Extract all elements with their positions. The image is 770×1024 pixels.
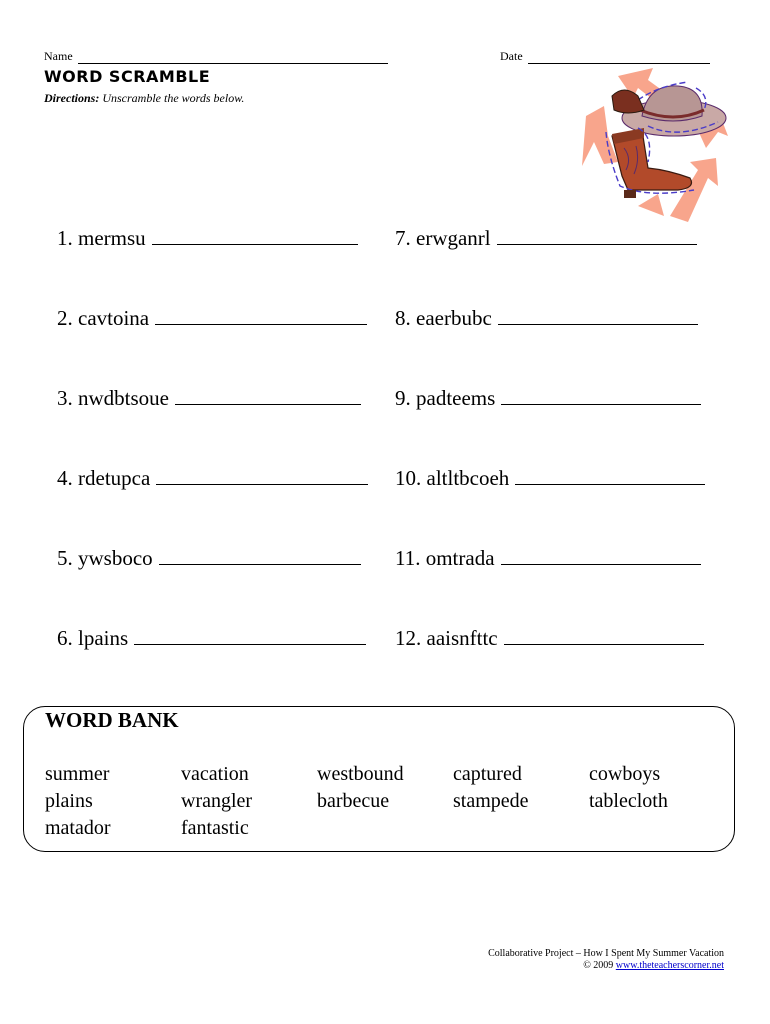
date-field bbox=[500, 49, 710, 64]
word-bank-word: plains bbox=[45, 790, 93, 812]
word-bank-title: WORD BANK bbox=[45, 708, 179, 732]
scramble-item-12 bbox=[395, 624, 704, 650]
scramble-item-7 bbox=[395, 224, 697, 250]
scramble-item-2 bbox=[57, 304, 367, 330]
scramble-word: 3. nwdbtsoue bbox=[57, 386, 169, 410]
answer-blank[interactable] bbox=[515, 464, 705, 485]
answer-blank[interactable] bbox=[156, 464, 368, 485]
date-line[interactable] bbox=[528, 51, 710, 64]
footer-copyright-line bbox=[420, 960, 724, 972]
word-bank-word: summer bbox=[45, 763, 110, 785]
word-bank-word: westbound bbox=[317, 763, 404, 785]
scramble-word: 8. eaerbubc bbox=[395, 306, 492, 330]
answer-blank[interactable] bbox=[501, 384, 701, 405]
footer bbox=[420, 948, 724, 972]
name-line[interactable] bbox=[78, 51, 388, 64]
answer-blank[interactable] bbox=[501, 544, 701, 565]
answer-blank[interactable] bbox=[497, 224, 697, 245]
answer-blank[interactable] bbox=[155, 304, 367, 325]
scramble-word: 11. omtrada bbox=[395, 546, 495, 570]
scramble-word: 4. rdetupca bbox=[57, 466, 151, 490]
word-bank-word: fantastic bbox=[181, 817, 249, 839]
scramble-item-6 bbox=[57, 624, 366, 650]
scramble-item-11 bbox=[395, 544, 701, 570]
word-bank-word: barbecue bbox=[317, 790, 390, 812]
word-bank-word: vacation bbox=[181, 763, 249, 785]
word-bank-word: tablecloth bbox=[589, 790, 668, 812]
name-field bbox=[44, 49, 388, 64]
answer-blank[interactable] bbox=[134, 624, 366, 645]
footer-copyright: © 2009 bbox=[583, 960, 614, 971]
scramble-word: 2. cavtoina bbox=[57, 306, 150, 330]
directions bbox=[44, 91, 244, 106]
answer-blank[interactable] bbox=[498, 304, 698, 325]
scramble-word: 12. aaisnfttc bbox=[395, 626, 498, 650]
footer-project: Collaborative Project – How I Spent My Summer Vacation bbox=[488, 948, 724, 959]
answer-blank[interactable] bbox=[175, 384, 361, 405]
directions-label: Directions: bbox=[44, 91, 100, 105]
name-label: Name bbox=[44, 49, 73, 63]
scramble-word: 5. ywsboco bbox=[57, 546, 153, 570]
word-bank-word: wrangler bbox=[181, 790, 253, 812]
scramble-item-1 bbox=[57, 224, 358, 250]
scramble-word: 9. padteems bbox=[395, 386, 496, 410]
scramble-word: 10. altltbcoeh bbox=[395, 466, 510, 490]
page-title: WORD SCRAMBLE bbox=[44, 67, 211, 86]
word-bank-word: captured bbox=[453, 763, 522, 785]
scramble-item-9 bbox=[395, 384, 701, 410]
answer-blank[interactable] bbox=[504, 624, 704, 645]
date-label: Date bbox=[500, 49, 523, 63]
scramble-item-3 bbox=[57, 384, 361, 410]
answer-blank[interactable] bbox=[152, 224, 358, 245]
word-bank-word: cowboys bbox=[589, 763, 661, 785]
scramble-item-4 bbox=[57, 464, 368, 490]
cowboy-hat-and-boot-clipart bbox=[578, 66, 730, 224]
scramble-word: 6. lpains bbox=[57, 626, 129, 650]
word-bank-word: matador bbox=[45, 817, 111, 839]
answer-blank[interactable] bbox=[159, 544, 361, 565]
scramble-item-10 bbox=[395, 464, 705, 490]
scramble-item-5 bbox=[57, 544, 361, 570]
scramble-word: 7. erwganrl bbox=[395, 226, 491, 250]
footer-link[interactable]: www.theteacherscorner.net bbox=[615, 960, 724, 971]
scramble-word: 1. mermsu bbox=[57, 226, 146, 250]
scramble-item-8 bbox=[395, 304, 698, 330]
directions-text: Unscramble the words below. bbox=[102, 91, 245, 105]
word-bank-word: stampede bbox=[453, 790, 529, 812]
